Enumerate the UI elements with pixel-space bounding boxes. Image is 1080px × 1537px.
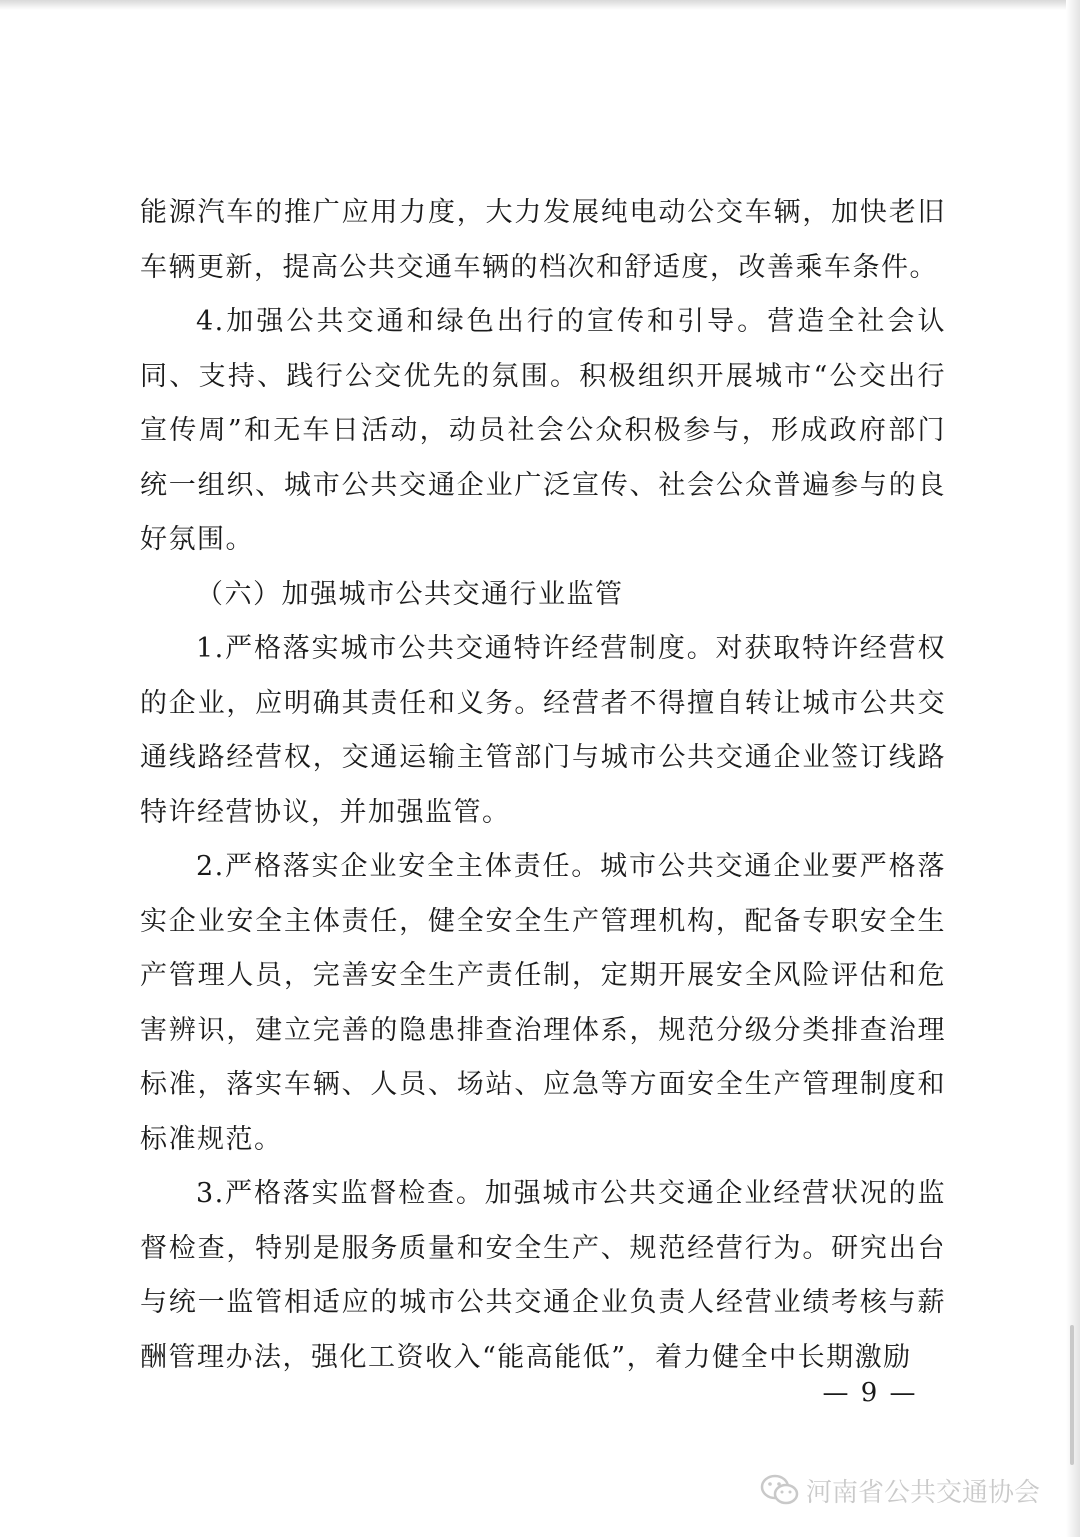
page-number xyxy=(0,1378,1080,1408)
wechat-icon xyxy=(760,1473,800,1507)
paragraph-continuation: 能源汽车的推广应用力度，大力发展纯电动公交车辆，加快老旧车辆更新，提高公共交通车辆的档次和舒适度，改善乘车条件。 xyxy=(140,197,946,283)
page-right-edge xyxy=(1066,0,1080,1537)
paragraph-item-2: 2.严格落实企业安全主体责任。城市公共交通企业要严格落实企业安全主体责任，健全安全生产管理机构，配备专职安全生产管理人员，完善安全生产责任制，定期开展安全风险评估和危害辨识，建立完善的隐患排查治理体系，规范分级分类排查治理标准，落实车辆、人员、场站、应急等方面安全生产管理制度和标准规范。 xyxy=(140,851,946,1155)
paragraph-item-1: 1.严格落实城市公共交通特许经营制度。对获取特许经营权的企业，应明确其责任和义务。经营者不得擅自转让城市公共交通线路经营权，交通运输主管部门与城市公共交通企业签订线路特许经营协议，并加强监管。 xyxy=(140,633,946,828)
paragraph-item-3: 3.严格落实监督检查。加强城市公共交通企业经营状况的监督检查，特别是服务质量和安全生产、规范经营行为。研究出台与统一监管相适应的城市公共交通企业负责人经营业绩考核与薪酬管理办法，强化工资收入“能高能低”，着力健全中长期激励 xyxy=(140,1178,946,1373)
section-heading: （六）加强城市公共交通行业监管 xyxy=(196,578,624,610)
page-number-text: — 9 — xyxy=(822,1378,918,1408)
document-body xyxy=(140,186,946,1385)
page-top-edge xyxy=(0,0,1080,10)
watermark-text: 河南省公共交通协会 xyxy=(806,1477,1041,1508)
watermark xyxy=(760,1470,1040,1510)
paragraph-item-4: 4.加强公共交通和绿色出行的宣传和引导。营造全社会认同、支持、践行公交优先的氛围。积极组织开展城市“公交出行宣传周”和无车日活动，动员社会公众积极参与，形成政府部门统一组织、城市公共交通企业广泛宣传、社会公众普遍参与的良好氛围。 xyxy=(140,306,946,555)
